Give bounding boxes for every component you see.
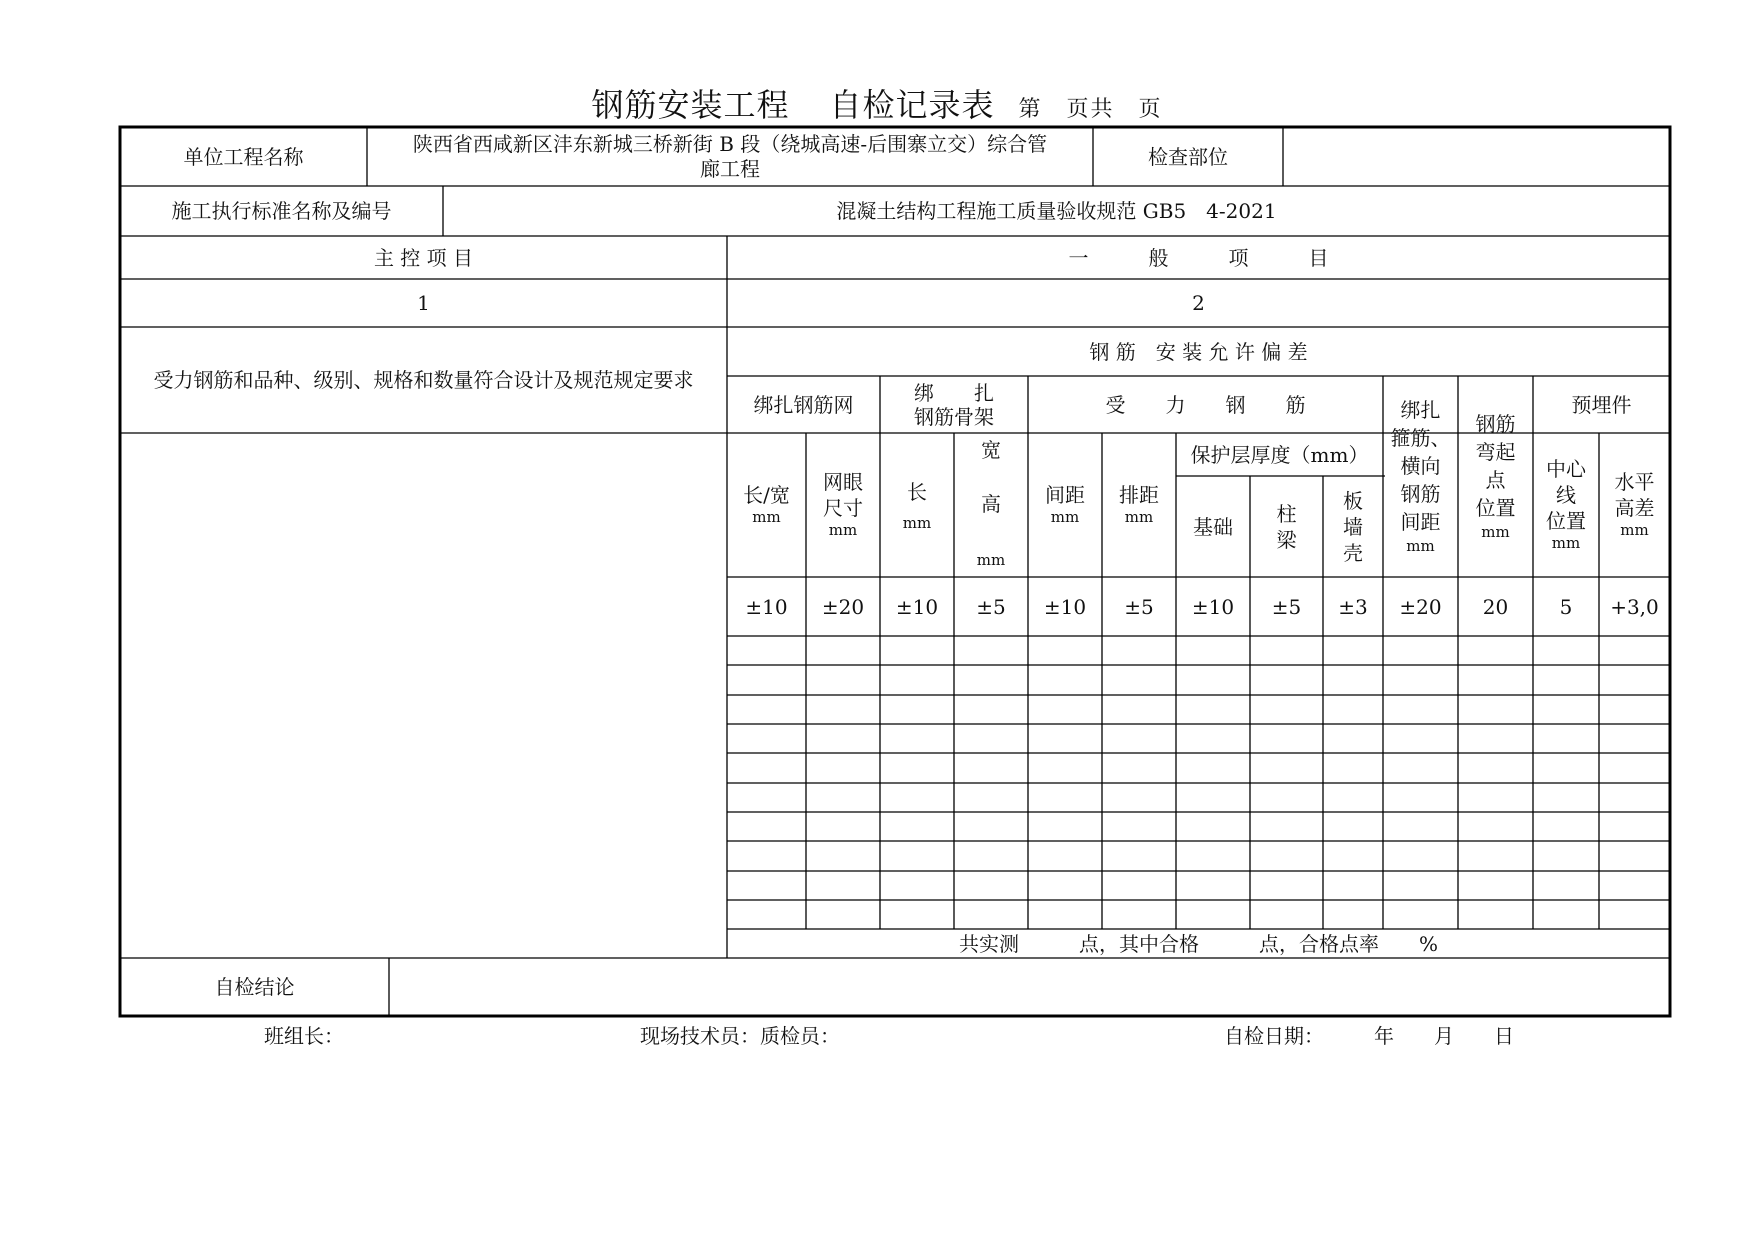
stirrup-line3: 横向 — [1400, 454, 1441, 478]
footer-team-leader: 班组长： — [264, 1024, 344, 1048]
stirrup-line5: 间距 — [1400, 510, 1441, 534]
col-mesh-size — [806, 433, 880, 577]
group-frame-line2: 钢筋骨架 — [914, 404, 994, 429]
group-mesh: 绑扎钢筋网 — [753, 392, 854, 417]
col-spacing — [1028, 433, 1102, 577]
col-slab-line2: 墙 — [1343, 514, 1363, 539]
col-level-diff-line2: 高差 — [1614, 496, 1655, 521]
col-length-width-label: 长/宽 — [743, 483, 790, 508]
general-number: 2 — [1192, 291, 1205, 315]
bend-line1: 钢筋 — [1475, 412, 1516, 436]
col-foundation: 基础 — [1193, 514, 1233, 539]
col-center-line — [1533, 433, 1599, 577]
col-row-spacing-label: 排距 — [1119, 483, 1159, 508]
col-center-line2: 线 — [1556, 483, 1576, 508]
inspect-part-value[interactable] — [1283, 127, 1670, 186]
bend-line4: 位置 — [1475, 496, 1516, 520]
col-length-label: 长 — [907, 479, 927, 504]
col-width-height — [954, 433, 1028, 577]
conclusion-label: 自检结论 — [214, 975, 295, 999]
col-column-beam-line1: 柱 — [1276, 501, 1297, 526]
title-sub: 自检记录表 — [829, 86, 995, 124]
tolerance-heading: 钢 筋 安 装 允 许 偏 差 — [1089, 339, 1308, 364]
group-main-bar: 受 力 钢 筋 — [1105, 392, 1306, 417]
tolerance-value: ±20 — [821, 594, 865, 619]
col-length-width — [727, 433, 806, 577]
col-length-unit: mm — [902, 513, 932, 532]
col-height-label: 高 — [981, 492, 1001, 516]
col-center-line3: 位置 — [1546, 509, 1586, 534]
tolerance-value: ±10 — [1191, 594, 1235, 619]
general-heading: 一 般 项 目 — [1068, 245, 1329, 270]
tolerance-value: ±10 — [745, 594, 788, 619]
unit-project-label: 单位工程名称 — [183, 144, 304, 169]
group-frame-line1: 绑 扎 — [914, 380, 994, 405]
col-mesh-size-line1: 网眼 — [823, 470, 863, 495]
col-center-line1: 中心 — [1546, 457, 1586, 482]
group-bend — [1458, 376, 1533, 577]
summary-text: 共实测 点，其中合格 点，合格点率 % — [958, 931, 1438, 956]
tolerance-value: 20 — [1482, 594, 1509, 619]
tolerance-value: ±20 — [1399, 594, 1442, 619]
col-center-unit: mm — [1551, 534, 1581, 553]
col-level-diff-unit: mm — [1620, 521, 1649, 540]
col-width-height-unit: mm — [976, 551, 1006, 569]
col-mesh-size-line2: 尺寸 — [823, 496, 863, 521]
standard-value: 混凝土结构工程施工质量验收规范 GB5 4-2021 — [836, 199, 1277, 223]
inspect-part-label: 检查部位 — [1148, 144, 1228, 169]
page-count: 第 页共 页 — [1018, 97, 1163, 122]
footer-technicians: 现场技术员：质检员： — [640, 1024, 840, 1048]
col-slab-line1: 板 — [1343, 488, 1363, 513]
bend-line3: 点 — [1485, 468, 1506, 492]
bend-line2: 弯起 — [1475, 440, 1516, 464]
group-stirrup — [1383, 376, 1458, 577]
main-control-heading: 主 控 项 目 — [373, 245, 474, 270]
unit-project-value-line2: 廊工程 — [700, 156, 760, 181]
tolerance-value: 5 — [1559, 594, 1573, 619]
col-column-beam — [1250, 476, 1323, 577]
tolerance-value: +3,0 — [1610, 594, 1659, 619]
title-main: 钢筋安装工程 — [591, 86, 790, 124]
col-slab-line3: 壳 — [1343, 540, 1363, 565]
col-spacing-label: 间距 — [1045, 483, 1085, 508]
unit-project-value — [367, 127, 1093, 186]
col-length-width-unit: mm — [752, 508, 781, 527]
tolerance-value: ±10 — [895, 594, 939, 619]
col-length — [880, 433, 954, 577]
col-row-spacing — [1102, 433, 1176, 577]
stirrup-line4: 钢筋 — [1400, 482, 1441, 506]
tolerance-value: ±10 — [1043, 594, 1087, 619]
tolerance-value: ±5 — [1271, 594, 1302, 619]
main-control-requirement: 受力钢筋和品种、级别、规格和数量符合设计及规范规定要求 — [153, 368, 694, 392]
tolerance-value: ±3 — [1338, 594, 1368, 619]
col-spacing-unit: mm — [1050, 508, 1080, 527]
group-cover: 保护层厚度（mm） — [1190, 442, 1369, 467]
col-mesh-size-unit: mm — [828, 521, 858, 540]
tolerance-value: ±5 — [976, 594, 1006, 619]
footer-date: 自检日期： 年 月 日 — [1224, 1024, 1514, 1048]
col-width-label: 宽 — [981, 438, 1001, 462]
main-control-number: 1 — [417, 291, 430, 315]
conclusion-field[interactable] — [389, 958, 1670, 1016]
main-control-record-area[interactable] — [120, 433, 727, 958]
col-row-spacing-unit: mm — [1124, 508, 1154, 527]
stirrup-unit: mm — [1406, 537, 1435, 555]
tolerance-value: ±5 — [1124, 594, 1154, 619]
unit-project-value-line1: 陕西省西咸新区沣东新城三桥新街 B 段（绕城高速-后围寨立交）综合管 — [412, 131, 1048, 156]
group-frame — [880, 376, 1028, 433]
stirrup-line2: 箍筋、 — [1390, 426, 1451, 450]
col-level-diff-line1: 水平 — [1614, 470, 1655, 495]
col-slab-wall-shell — [1323, 476, 1383, 577]
standard-label: 施工执行标准名称及编号 — [171, 199, 392, 223]
group-embedded: 预埋件 — [1571, 392, 1632, 417]
col-column-beam-line2: 梁 — [1276, 527, 1297, 552]
bend-unit: mm — [1481, 523, 1510, 541]
stirrup-line1: 绑扎 — [1400, 398, 1441, 422]
col-level-diff — [1599, 433, 1670, 577]
